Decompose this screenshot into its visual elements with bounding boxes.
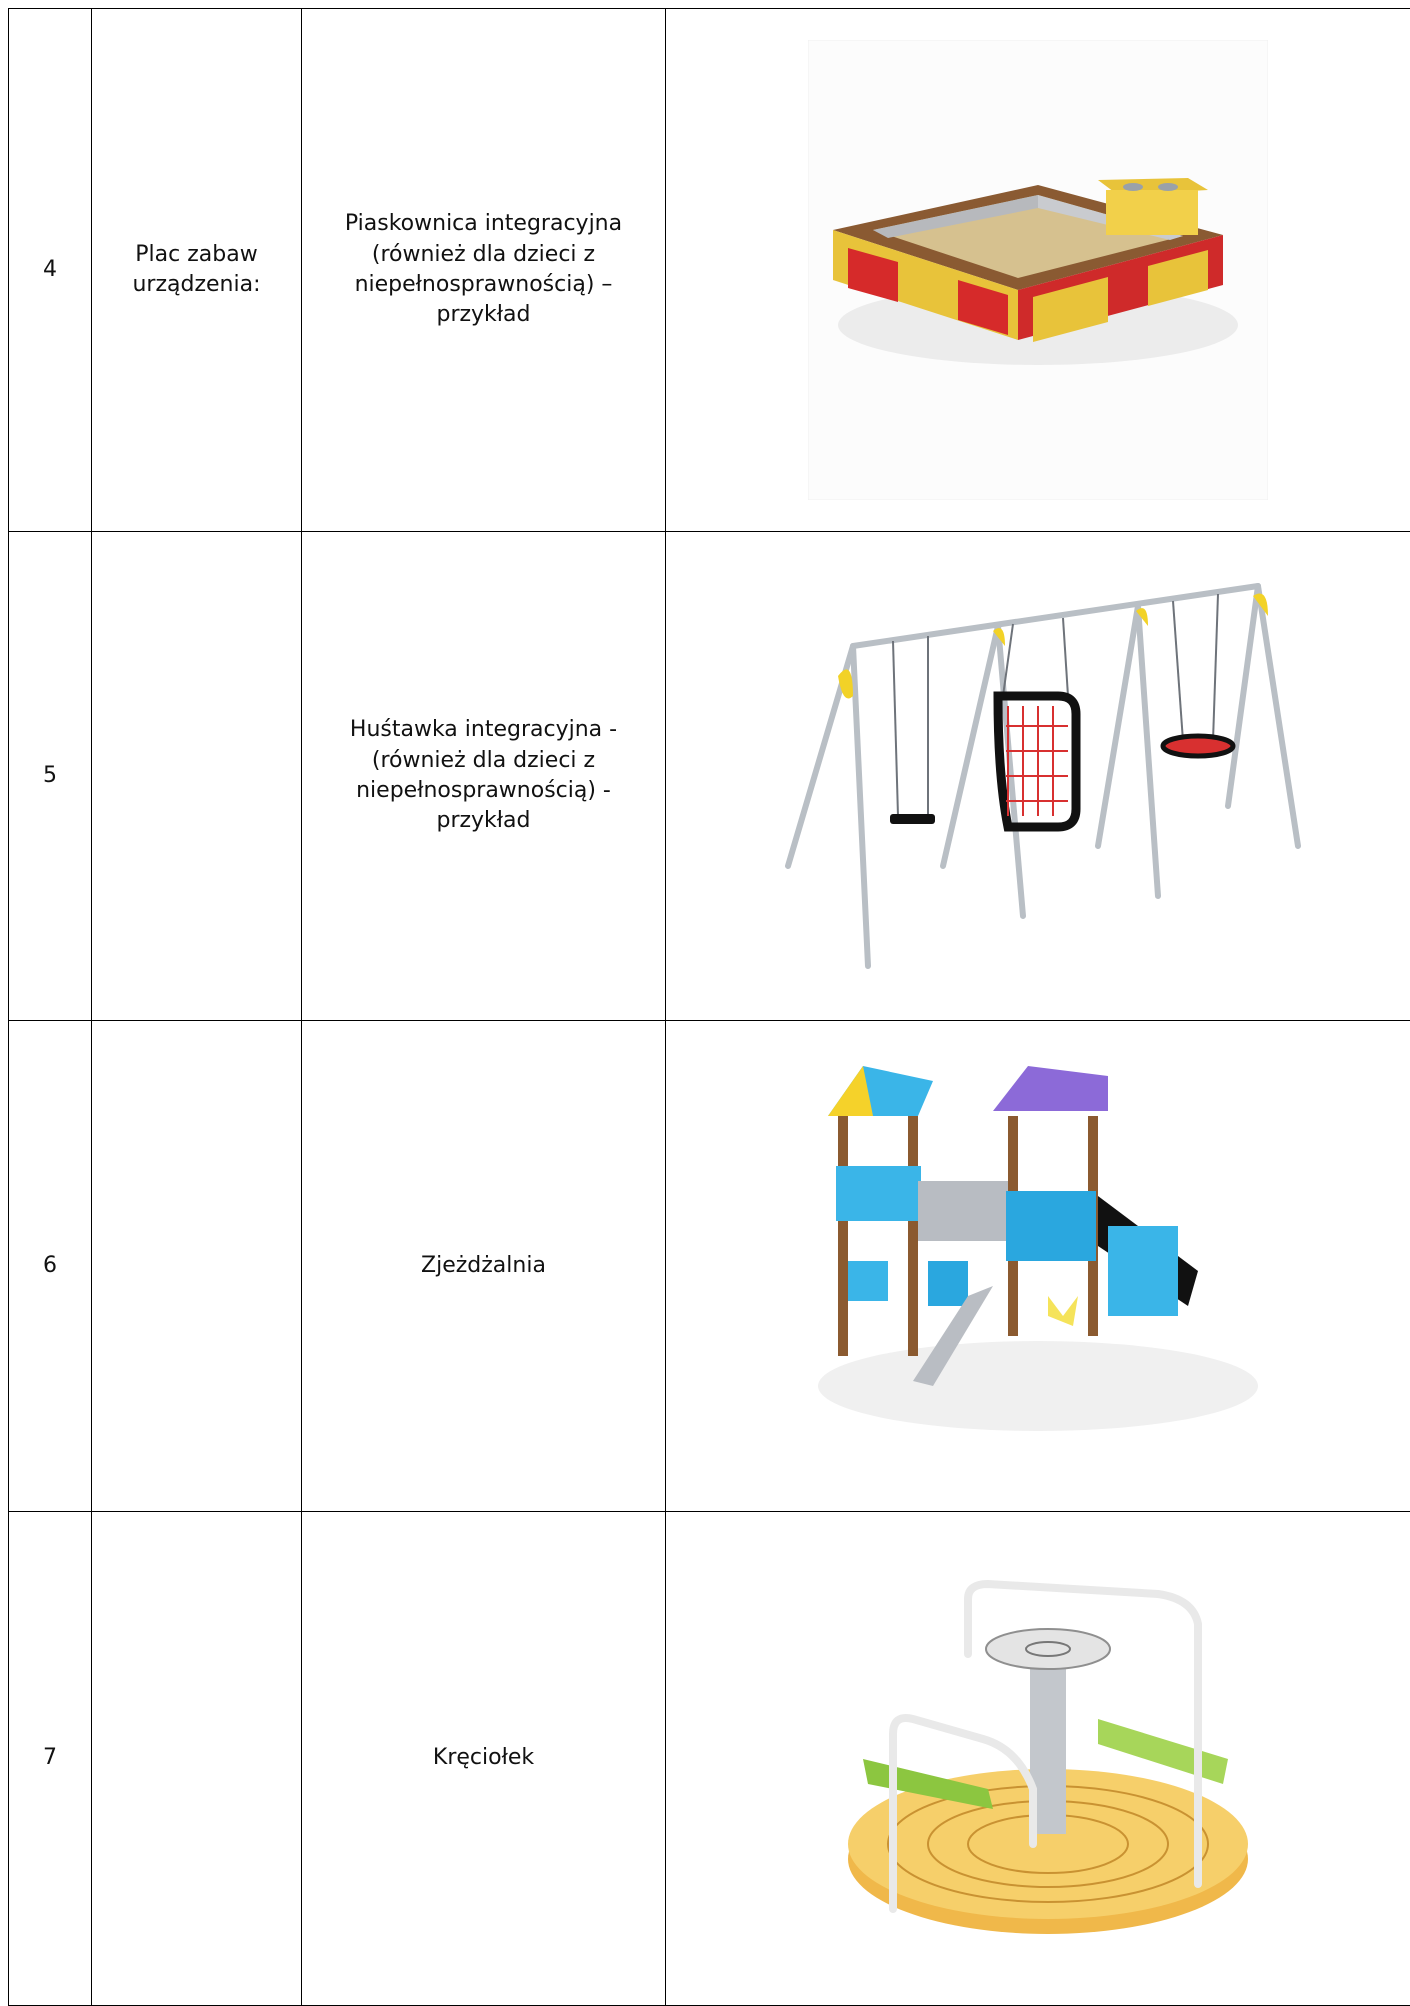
table-row — [9, 1512, 1410, 2006]
playground-slide-image — [808, 1056, 1268, 1476]
row-number: 4 — [9, 9, 92, 532]
section-cell — [92, 9, 302, 532]
section-cell — [92, 1512, 302, 2006]
row-number: 6 — [9, 1021, 92, 1512]
section-cell — [92, 1021, 302, 1512]
image-cell — [666, 9, 1410, 532]
equipment-table — [8, 8, 1410, 2006]
table-row — [9, 9, 1410, 532]
item-name-cell — [302, 1512, 666, 2006]
item-name: Piaskownica integracyjna (również dla dzieci z niepełnosprawnością) – przykład — [345, 209, 622, 330]
row-number: 5 — [9, 532, 92, 1021]
item-name-cell — [302, 532, 666, 1021]
sandbox-image — [808, 40, 1268, 500]
table-row — [9, 1021, 1410, 1512]
item-name-cell — [302, 9, 666, 532]
item-name: Kręciołek — [433, 1743, 534, 1773]
image-cell — [666, 1021, 1410, 1512]
merry-go-round-image — [808, 1544, 1268, 1974]
swing-set-image — [758, 566, 1318, 986]
table-row — [9, 532, 1410, 1021]
section-label: Plac zabaw urządzenia: — [132, 240, 260, 301]
item-name-cell — [302, 1021, 666, 1512]
row-number: 7 — [9, 1512, 92, 2006]
item-name: Huśtawka integracyjna - (również dla dzieci z niepełnosprawnością) - przykład — [350, 715, 617, 836]
image-cell — [666, 532, 1410, 1021]
section-cell — [92, 532, 302, 1021]
image-cell — [666, 1512, 1410, 2006]
item-name: Zjeżdżalnia — [421, 1251, 546, 1281]
